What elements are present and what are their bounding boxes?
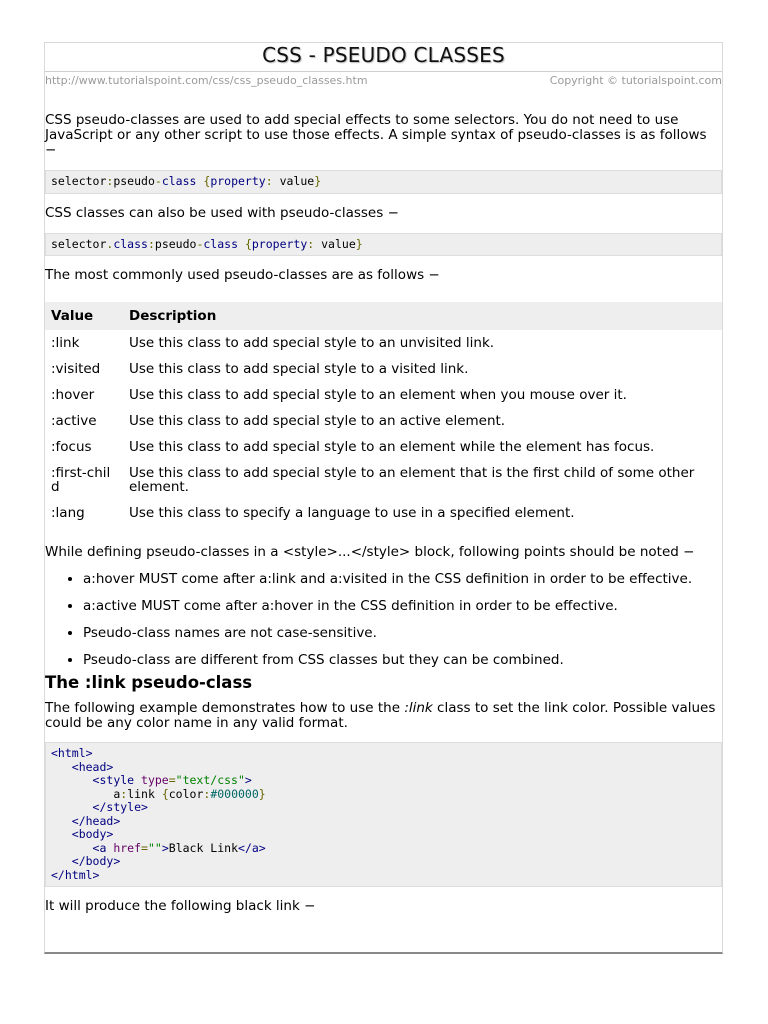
common-paragraph: The most commonly used pseudo-classes are as follows − [45,267,440,283]
table-row [45,460,722,500]
table-header-description: Description [123,302,722,330]
code-token: - [196,236,204,251]
list-item: • Pseudo-class are different from CSS classes but they can be combined. [83,653,722,680]
section-heading: The :link pseudo-class [45,673,253,692]
code-token: { [244,236,252,251]
code-token: value [314,236,356,251]
code-token: "text/css" [175,773,245,787]
code-token: color [168,786,204,801]
code-token: : [307,236,315,251]
table-row [45,408,722,434]
code-token: Black Link [168,840,239,855]
list-item: • a:active MUST come after a:hover in the CSS definition in order to be effective. [83,599,722,626]
code-token: } [258,786,266,801]
code-token: = [141,840,148,855]
table-cell-description: Use this class to add special style to an element while the element has focus. [129,439,655,455]
classes-paragraph: CSS classes can also be used with pseudo-classes − [45,204,399,221]
code-token: <html> [51,746,93,760]
code-token: #000000 [210,786,259,801]
code-token: > [161,840,169,855]
code-token: </body> [71,854,121,868]
example-code-block [45,742,722,887]
table-cell-value: :first-child [51,465,111,495]
list-item: • Pseudo-class names are not case-sensitive. [83,626,722,653]
copyright-text: Copyright © tutorialspoint.com [549,74,722,87]
code-token: } [314,174,322,188]
table-cell-description: Use this class to add special style to an unvisited link. [129,335,495,351]
page-content [45,113,722,914]
code-token: > [244,773,252,787]
points-paragraph: While defining pseudo-classes in a <style>...</style> block, following points should be noted − [45,544,695,560]
section-text-em: :link [404,700,433,716]
intro-paragraph: CSS pseudo-classes are used to add special effects to some selectors. You do not need to use JavaScript or any other script to use those effects. A simple syntax of pseudo-classes is as follows − [45,112,707,158]
code-token: } [355,236,363,251]
document-page [44,42,723,954]
list-item: • a:hover MUST come after a:link and a:visited in the CSS definition in order to be effective. [83,572,722,599]
code-token: : [106,174,114,188]
code-token: </style> [92,800,148,814]
table-row [45,382,722,408]
code-token: : [147,236,155,251]
code-token: - [154,174,162,188]
table-header-value: Value [45,302,123,330]
code-token [238,237,245,251]
table-row [45,434,722,460]
code-token: class [161,174,197,188]
code-token: <style [92,773,135,787]
table-row [45,356,722,382]
section-text-1: The following example demonstrates how to use the [45,700,405,716]
syntax-code-block-2 [45,233,722,257]
code-token: selector [51,174,107,188]
table-cell-description: Use this class to specify a language to use in a specified element. [129,505,575,521]
code-token: </a> [238,840,266,855]
code-token: <head> [71,759,114,774]
table-cell-value: :visited [51,361,101,377]
page-title: CSS - PSEUDO CLASSES [45,43,722,72]
code-token: class [113,236,148,251]
table-cell-description: Use this class to add special style to an element that is the first child of some other element. [129,465,695,495]
code-token: link [127,786,162,801]
code-token: : [120,786,128,801]
table-cell-value: :focus [51,439,92,455]
code-token: a [113,786,121,801]
result-paragraph: It will produce the following black link − [45,898,316,914]
table-cell-value: :lang [51,505,85,521]
section-text-2: class to set the link color. Possible values could be any color name in any valid format. [45,700,716,731]
syntax-code-block-1 [45,170,722,194]
code-token: value [272,174,315,188]
code-token: href [106,840,142,855]
table-header-row [45,302,722,330]
code-token: class [203,236,238,251]
code-token: property [251,236,308,251]
code-token: <body> [71,827,114,841]
code-token: <a [92,840,107,855]
code-token: </html> [51,867,100,882]
code-token: : [203,786,211,801]
page-meta [45,72,722,96]
table-row [45,500,722,526]
pseudo-class-table [45,302,722,526]
table-cell-value: :hover [51,387,95,403]
code-token: pseudo [113,174,155,188]
code-token: </head> [71,813,121,828]
code-token: { [161,786,169,801]
code-token: type [134,773,169,787]
table-row [45,330,722,356]
table-cell-description: Use this class to add special style to an element when you mouse over it. [129,387,627,403]
code-token: { [203,174,211,188]
section-paragraph [45,701,722,731]
source-url[interactable]: http://www.tutorialspoint.com/css/css_pseudo_classes.htm [45,74,368,87]
table-cell-description: Use this class to add special style to an active element. [129,413,506,429]
code-token: "" [147,840,162,855]
code-token: : [265,174,273,188]
table-cell-value: :active [51,413,97,429]
code-token: property [210,174,266,188]
table-cell-description: Use this class to add special style to a visited link. [129,361,469,377]
code-token: = [168,773,176,787]
code-token: pseudo [154,236,197,251]
code-token: . [106,236,114,251]
code-token: selector [51,236,107,251]
points-list [45,572,722,680]
table-cell-value: :link [51,335,80,351]
